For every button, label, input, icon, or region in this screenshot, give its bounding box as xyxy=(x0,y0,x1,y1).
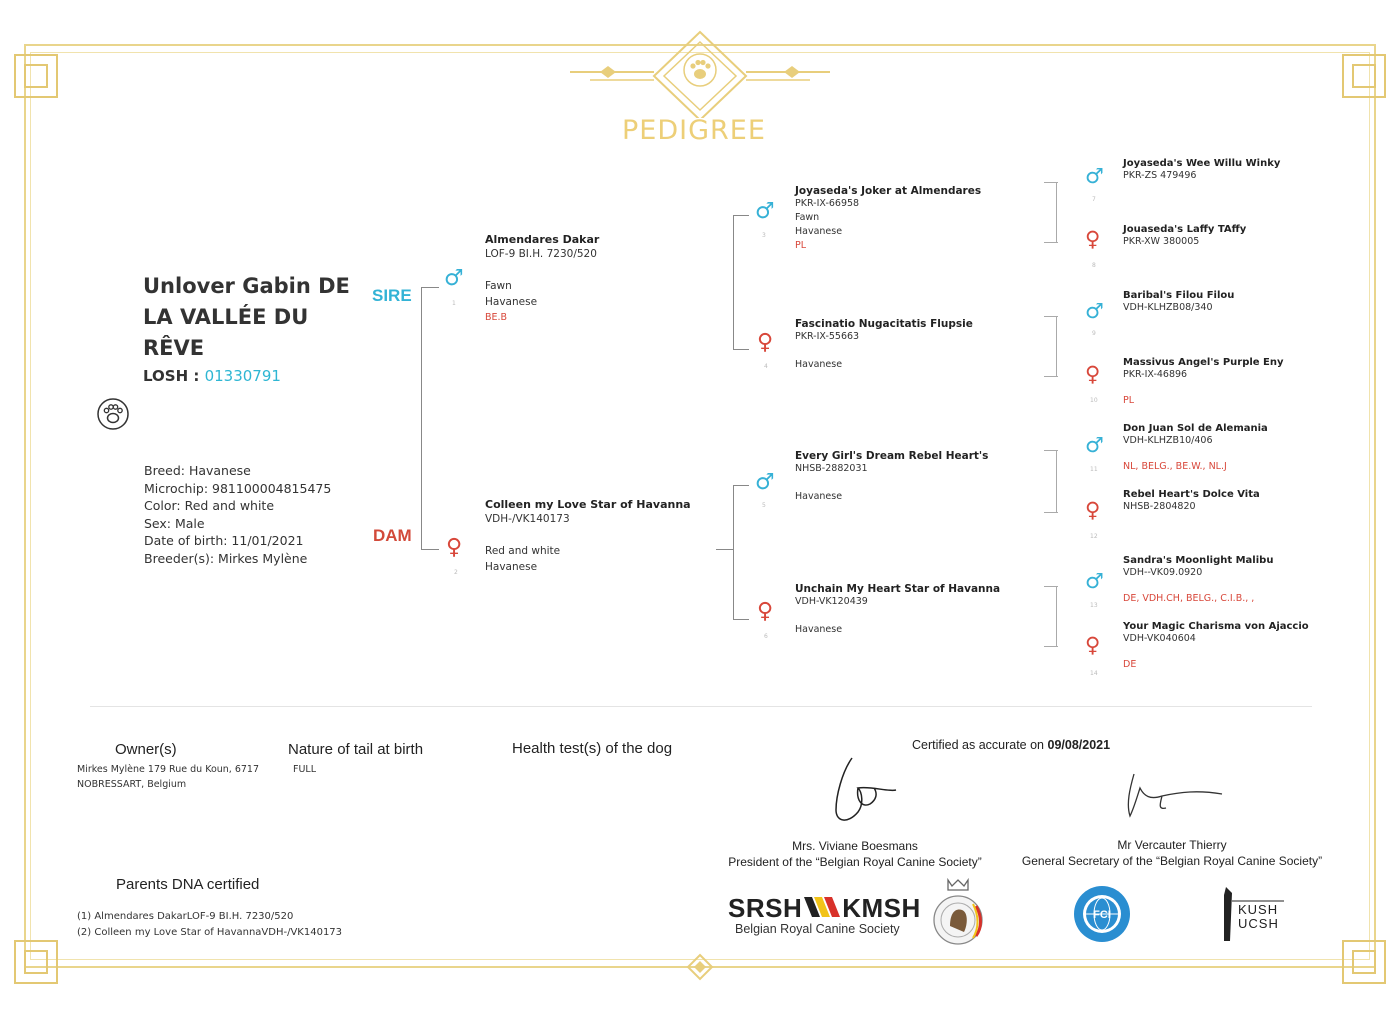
ancestor-name: Every Girl's Dream Rebel Heart's xyxy=(795,450,989,462)
belgian-flag-stripes-icon xyxy=(802,895,842,917)
detail-breed: Breed: Havanese xyxy=(144,463,251,478)
ancestor-registration: PKR-IX-66958 xyxy=(795,198,860,209)
tree-line xyxy=(1056,450,1057,512)
ancestor-name: Almendares Dakar xyxy=(485,233,600,246)
ancestor-gen3 xyxy=(1123,621,1309,672)
certified-prefix: Certified as accurate on xyxy=(912,738,1045,752)
female-icon: ♀ xyxy=(1085,227,1101,251)
ancestor-registration: NHSB-2804820 xyxy=(1123,501,1196,512)
ancestor-titles: PL xyxy=(1123,395,1135,406)
ancestor-titles: PL xyxy=(795,240,807,251)
ancestor-index: 9 xyxy=(1092,330,1096,337)
tail-value: FULL xyxy=(293,764,317,775)
signature-president xyxy=(822,752,902,830)
ancestor-sire xyxy=(485,233,599,326)
dna-parent-line: (1) Almendares DakarLOF-9 BI.H. 7230/520 xyxy=(77,911,294,922)
male-icon: ♂ xyxy=(1085,164,1104,188)
ancestor-registration: VDH-/VK140173 xyxy=(485,513,570,525)
fci-logo xyxy=(1072,884,1132,944)
ancestor-color: Fawn xyxy=(485,280,512,292)
tree-line xyxy=(733,349,749,350)
tree-line xyxy=(1044,316,1058,317)
ancestor-breed: Havanese xyxy=(795,624,843,635)
ancestor-gen2 xyxy=(795,450,988,504)
ancestor-name: Massivus Angel's Purple Eny xyxy=(1123,357,1284,368)
female-icon: ♀ xyxy=(757,599,774,624)
ancestor-index: 7 xyxy=(1092,196,1096,203)
detail-breeder: Breeder(s): Mirkes Mylène xyxy=(144,550,308,566)
ancestor-registration: PKR-IX-55663 xyxy=(795,331,860,342)
ancestor-breed: Havanese xyxy=(795,359,843,370)
tree-line xyxy=(1056,586,1057,646)
signature-secretary xyxy=(1110,764,1230,824)
ancestor-index: 3 xyxy=(762,232,766,239)
ancestor-titles: NL, BELG., BE.W., NL.J xyxy=(1123,461,1227,472)
ancestor-gen2 xyxy=(795,185,981,253)
ancestor-name: Don Juan Sol de Alemania xyxy=(1123,423,1268,434)
ancestor-index: 2 xyxy=(454,569,458,576)
tree-line xyxy=(716,549,733,550)
tree-line xyxy=(1044,586,1058,587)
male-icon: ♂ xyxy=(444,266,464,291)
srsh-text: SRSH xyxy=(728,893,803,923)
owner-address-line: NOBRESSART, Belgium xyxy=(77,779,187,790)
fci-text: FCI xyxy=(1093,909,1111,921)
dog-name xyxy=(143,271,353,364)
kush-text: KUSH xyxy=(1238,902,1279,917)
signatory-name: Mrs. Viviane Boesmans xyxy=(792,839,918,853)
ancestor-name: Your Magic Charisma von Ajaccio xyxy=(1123,621,1309,632)
ancestor-registration: VDH-KLHZB10/406 xyxy=(1123,435,1213,446)
society-name: Belgian Royal Canine Society xyxy=(735,922,900,936)
ancestor-name: Sandra's Moonlight Malibu xyxy=(1123,555,1274,566)
corner-ornament-bottom-right xyxy=(1342,940,1386,984)
dna-list xyxy=(77,909,342,941)
ancestor-index: 14 xyxy=(1090,670,1098,677)
female-icon: ♀ xyxy=(1085,362,1101,386)
tree-line xyxy=(733,485,749,486)
page-title: PEDIGREE xyxy=(622,115,766,146)
ancestor-gen2 xyxy=(795,318,973,372)
ancestor-breed: Havanese xyxy=(795,491,843,502)
tree-line xyxy=(1044,512,1058,513)
ancestor-registration: VDH-VK120439 xyxy=(795,596,868,607)
tree-line xyxy=(1044,376,1058,377)
ancestor-gen3 xyxy=(1123,555,1273,606)
tree-line xyxy=(1044,646,1058,647)
srsh-kmsh-logo xyxy=(728,893,921,936)
ancestor-index: 11 xyxy=(1090,466,1098,473)
tree-line xyxy=(733,215,749,216)
royal-crest-icon xyxy=(930,876,986,952)
ancestor-breed: Havanese xyxy=(795,226,843,237)
tree-line xyxy=(421,549,439,550)
dog-details xyxy=(144,462,331,567)
dna-parent-line: (2) Colleen my Love Star of HavannaVDH-/VK140173 xyxy=(77,927,343,938)
female-icon: ♀ xyxy=(1085,633,1101,657)
dam-label: DAM xyxy=(373,526,412,545)
tree-line xyxy=(1044,182,1058,183)
ancestor-color: Fawn xyxy=(795,212,820,223)
ancestor-registration: PKR-IX-46896 xyxy=(1123,369,1188,380)
dog-name-line: RÊVE xyxy=(143,336,205,360)
certified-date: 09/08/2021 xyxy=(1047,738,1111,752)
dog-name-line: LA VALLÉE DU xyxy=(143,305,309,329)
dna-title: Parents DNA certified xyxy=(116,876,260,893)
male-icon: ♂ xyxy=(755,470,775,495)
losh-number xyxy=(143,367,281,385)
ancestor-registration: VDH--VK09.0920 xyxy=(1123,567,1203,578)
ancestor-registration: PKR-XW 380005 xyxy=(1123,236,1200,247)
ucsh-text: UCSH xyxy=(1238,916,1279,931)
ancestor-breed: Havanese xyxy=(485,296,538,308)
ancestor-name: Colleen my Love Star of Havanna xyxy=(485,498,691,511)
ancestor-registration: LOF-9 BI.H. 7230/520 xyxy=(485,248,597,260)
ancestor-gen3 xyxy=(1123,224,1246,249)
tree-line xyxy=(733,619,749,620)
female-icon: ♀ xyxy=(446,535,463,560)
kmsh-text: KMSH xyxy=(842,893,921,923)
ancestor-gen3 xyxy=(1123,357,1284,408)
paw-badge-icon xyxy=(96,397,130,431)
signatory-role: President of the “Belgian Royal Canine Society” xyxy=(728,855,982,869)
tree-line xyxy=(421,287,439,288)
owner-details xyxy=(77,762,259,792)
ancestor-name: Fascinatio Nugacitatis Flupsie xyxy=(795,318,973,330)
ancestor-gen3 xyxy=(1123,290,1234,315)
ancestor-titles: DE xyxy=(1123,659,1137,670)
ancestor-dam xyxy=(485,498,691,575)
ancestor-name: Joyaseda's Joker at Almendares xyxy=(795,185,982,197)
female-icon: ♀ xyxy=(757,330,774,355)
female-icon: ♀ xyxy=(1085,498,1101,522)
detail-date-of-birth: Date of birth: 11/01/2021 xyxy=(144,533,304,548)
ancestor-index: 5 xyxy=(762,502,766,509)
paw-icon xyxy=(682,52,718,88)
certified-statement xyxy=(912,738,1110,752)
losh-value: 01330791 xyxy=(204,367,281,385)
ancestor-gen3 xyxy=(1123,158,1280,183)
tail-title: Nature of tail at birth xyxy=(288,741,424,758)
detail-color: Color: Red and white xyxy=(144,498,275,513)
ancestor-index: 13 xyxy=(1090,602,1098,609)
ancestor-gen2 xyxy=(795,583,1000,637)
ancestor-registration: VDH-KLHZB08/340 xyxy=(1123,302,1213,313)
ancestor-gen3 xyxy=(1123,489,1260,514)
ancestor-titles: BE.B xyxy=(485,312,508,323)
ancestor-registration: VDH-VK040604 xyxy=(1123,633,1196,644)
male-icon: ♂ xyxy=(1085,299,1104,323)
owner-address-line: Mirkes Mylène 179 Rue du Koun, 6717 xyxy=(77,764,260,775)
ancestor-index: 10 xyxy=(1090,397,1098,404)
detail-microchip: Microchip: 981100004815475 xyxy=(144,480,332,496)
ancestor-color: Red and white xyxy=(485,545,561,557)
bottom-diamond-ornament xyxy=(686,953,714,981)
tree-line xyxy=(733,215,734,349)
losh-label: LOSH : xyxy=(143,367,200,385)
ancestor-index: 6 xyxy=(764,633,768,640)
ancestor-registration: NHSB-2882031 xyxy=(795,463,868,474)
detail-sex: Sex: Male xyxy=(144,515,205,531)
ancestor-gen3 xyxy=(1123,423,1268,474)
dog-name-line: Unlover Gabin DE xyxy=(143,274,350,298)
sire-label: SIRE xyxy=(372,286,412,305)
ancestor-registration: PKR-ZS 479496 xyxy=(1123,170,1197,181)
ancestor-name: Baribal's Filou Filou xyxy=(1123,290,1235,301)
owner-title: Owner(s) xyxy=(115,741,177,758)
tree-line xyxy=(1056,316,1057,376)
ancestor-breed: Havanese xyxy=(485,561,538,573)
ancestor-name: Rebel Heart's Dolce Vita xyxy=(1123,489,1260,500)
signatory-name: Mr Vercauter Thierry xyxy=(1117,838,1227,852)
ancestor-name: Unchain My Heart Star of Havanna xyxy=(795,583,1001,595)
ancestor-index: 4 xyxy=(764,363,768,370)
tree-line xyxy=(733,485,734,619)
tree-line xyxy=(1056,182,1057,242)
tree-line xyxy=(1044,450,1058,451)
tree-line xyxy=(1044,242,1058,243)
corner-ornament-top-right xyxy=(1342,54,1386,98)
corner-ornament-top-left xyxy=(14,54,58,98)
ancestor-name: Jouaseda's Laffy TAffy xyxy=(1123,224,1247,235)
signatory-role: General Secretary of the “Belgian Royal Canine Society” xyxy=(1021,854,1323,868)
tree-line xyxy=(421,287,422,549)
male-icon: ♂ xyxy=(755,199,775,224)
kush-ucsh-logo xyxy=(1218,885,1288,943)
ancestor-index: 1 xyxy=(452,300,456,307)
signatory-secretary xyxy=(1002,837,1342,869)
section-divider xyxy=(90,706,1312,707)
signatory-president xyxy=(700,838,1010,870)
male-icon: ♂ xyxy=(1085,569,1104,593)
ancestor-name: Joyaseda's Wee Willu Winky xyxy=(1123,158,1281,169)
male-icon: ♂ xyxy=(1085,433,1104,457)
health-title: Health test(s) of the dog xyxy=(512,740,673,757)
ancestor-index: 12 xyxy=(1090,533,1098,540)
ancestor-index: 8 xyxy=(1092,262,1096,269)
ancestor-titles: DE, VDH.CH, BELG., C.I.B., , xyxy=(1123,593,1255,604)
corner-ornament-bottom-left xyxy=(14,940,58,984)
